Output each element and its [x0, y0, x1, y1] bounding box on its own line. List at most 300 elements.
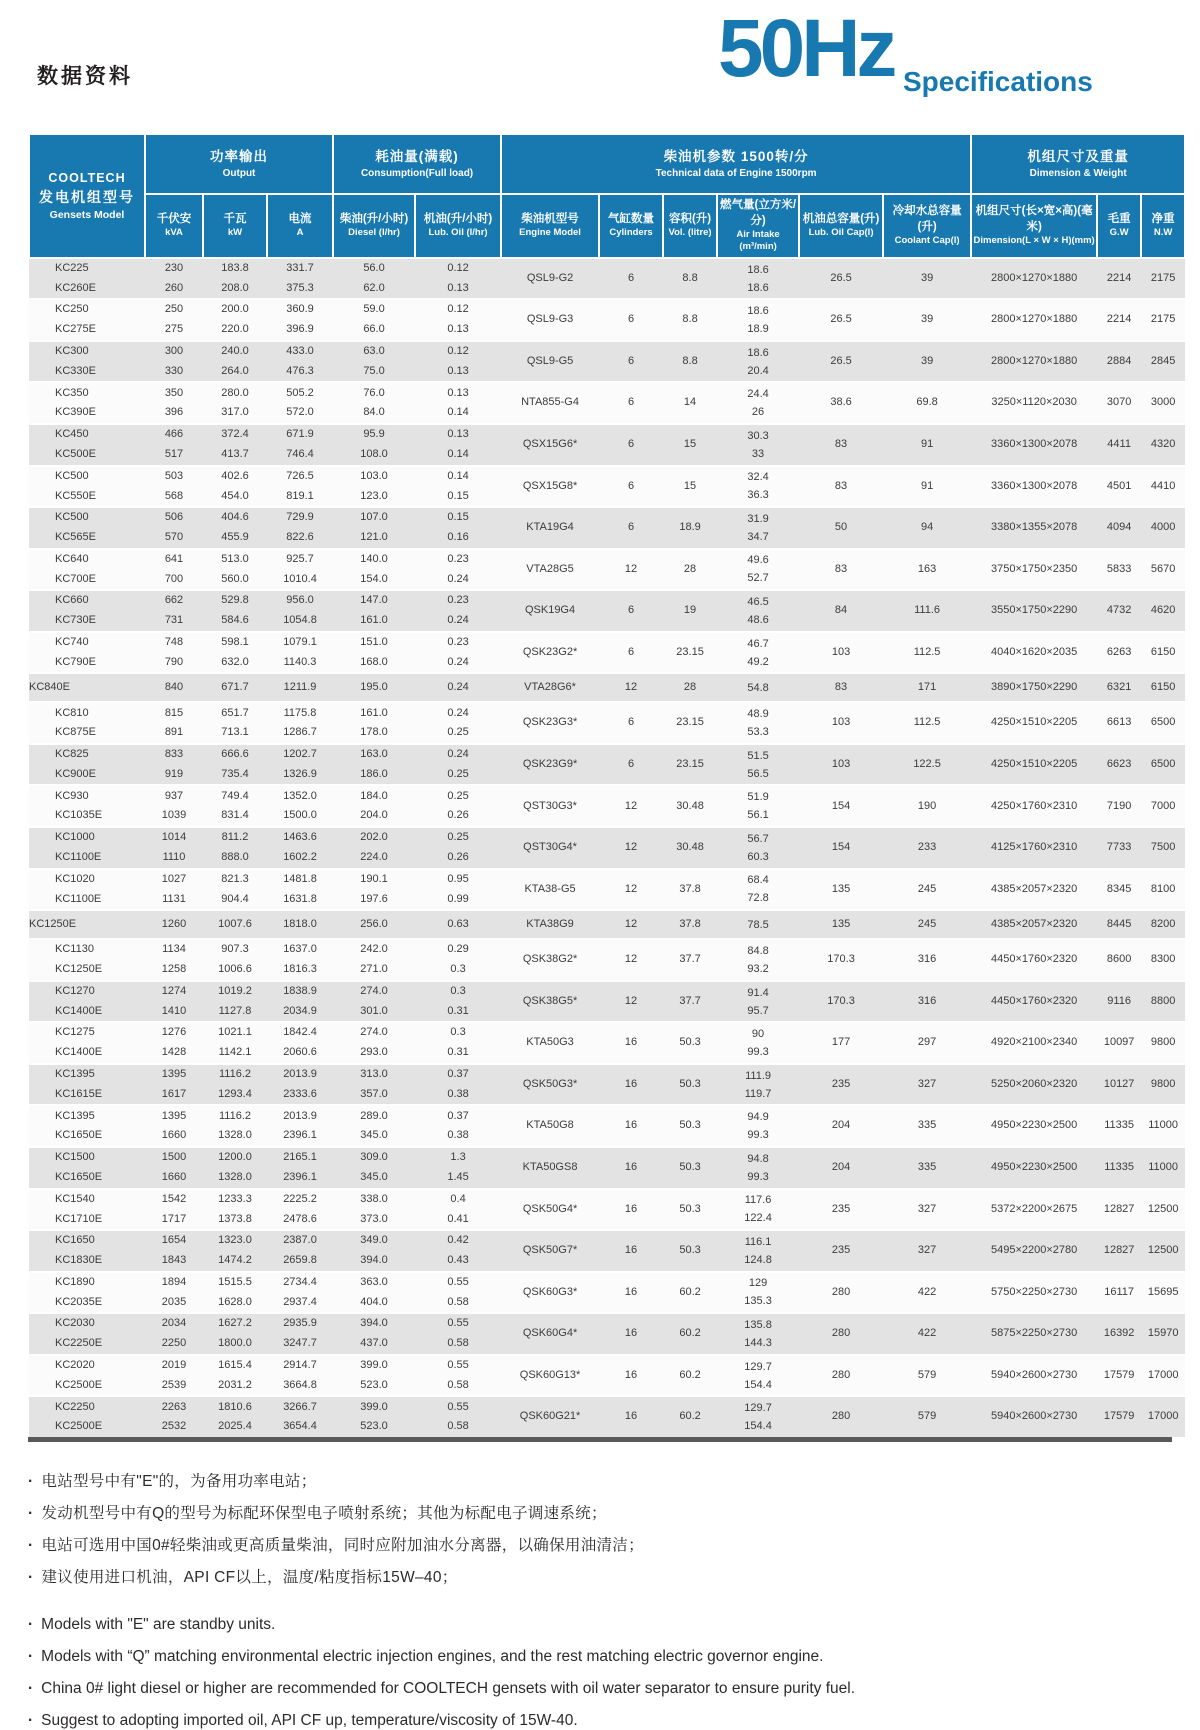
current-cell: 2935.9	[267, 1313, 333, 1334]
genset-model-cell: KC1650E	[29, 1126, 145, 1147]
air-intake-cell	[717, 258, 799, 300]
coolant-cap-cell: 163	[883, 549, 971, 591]
kva-cell: 1039	[145, 806, 203, 827]
lub-oil-cap-cell: 154	[799, 785, 883, 827]
genset-model-cell: KC330E	[29, 362, 145, 383]
volume-cell: 8.8	[663, 341, 717, 383]
genset-model-cell: KC1890	[29, 1272, 145, 1293]
kw-cell: 904.4	[203, 889, 267, 910]
diesel-cell: 140.0	[333, 549, 415, 570]
gross-weight-cell: 6321	[1097, 673, 1141, 702]
header-label-en: Engine Model	[519, 227, 581, 239]
engine-model-cell: QSK23G3*	[501, 702, 599, 744]
diesel-cell: 363.0	[333, 1272, 415, 1293]
frequency-heading: 50Hz	[718, 3, 894, 94]
air-intake-cell	[717, 1105, 799, 1147]
air-intake-value: 20.4	[747, 364, 769, 377]
air-intake-cell	[717, 981, 799, 1023]
kw-cell: 598.1	[203, 632, 267, 653]
net-weight-cell: 17000	[1141, 1396, 1185, 1437]
footnote-line	[28, 1504, 1172, 1523]
lub-oil-cell: 1.45	[415, 1168, 501, 1189]
kw-cell: 220.0	[203, 320, 267, 341]
cylinders-cell: 16	[599, 1396, 663, 1437]
kva-cell: 517	[145, 445, 203, 466]
lub-oil-cap-cell: 103	[799, 702, 883, 744]
lub-oil-cap-cell: 83	[799, 424, 883, 466]
kw-cell: 513.0	[203, 549, 267, 570]
header-label-en: Lub. Oil Cap(l)	[808, 227, 874, 239]
air-intake-value: 144.3	[744, 1337, 772, 1349]
genset-model-cell: KC1540	[29, 1189, 145, 1210]
cylinders-cell: 6	[599, 341, 663, 383]
current-cell: 1286.7	[267, 723, 333, 744]
diesel-cell: 103.0	[333, 466, 415, 487]
diesel-cell: 313.0	[333, 1064, 415, 1085]
engine-model-cell: VTA28G6*	[501, 673, 599, 702]
lub-oil-cap-cell: 235	[799, 1230, 883, 1272]
kva-cell: 1410	[145, 1002, 203, 1023]
current-cell: 1140.3	[267, 653, 333, 674]
kw-cell: 1142.1	[203, 1043, 267, 1064]
cylinders-cell: 12	[599, 981, 663, 1023]
lub-oil-cell: 0.37	[415, 1105, 501, 1126]
spec-table-wrapper	[28, 133, 1179, 1437]
header-label-en: kW	[227, 227, 243, 239]
kva-cell: 230	[145, 258, 203, 279]
coolant-cap-cell: 327	[883, 1064, 971, 1106]
kva-cell: 1500	[145, 1147, 203, 1168]
gross-weight-cell: 8345	[1097, 869, 1141, 911]
diesel-cell: 62.0	[333, 279, 415, 300]
current-cell: 1010.4	[267, 569, 333, 590]
gross-weight-cell: 16117	[1097, 1272, 1141, 1314]
diesel-cell: 373.0	[333, 1209, 415, 1230]
current-cell: 2333.6	[267, 1085, 333, 1106]
current-cell: 2013.9	[267, 1105, 333, 1126]
table-row	[29, 299, 1185, 320]
air-intake-value: 51.9	[747, 791, 769, 804]
volume-cell: 28	[663, 549, 717, 591]
net-weight-cell: 6150	[1141, 673, 1185, 702]
footnote-text: 电站型号中有"E"的，为备用功率电站；	[41, 1472, 317, 1490]
dimension-cell: 4950×2230×2500	[971, 1147, 1097, 1189]
kva-cell: 396	[145, 403, 203, 424]
kva-cell: 330	[145, 362, 203, 383]
current-cell: 2396.1	[267, 1126, 333, 1147]
air-intake-value: 135.3	[744, 1295, 772, 1308]
table-row	[29, 939, 1185, 960]
lub-oil-cell: 0.13	[415, 424, 501, 445]
lub-oil-cell: 0.14	[415, 466, 501, 487]
current-cell: 1352.0	[267, 785, 333, 806]
air-intake-cell	[717, 341, 799, 383]
dimension-cell: 3380×1355×2078	[971, 507, 1097, 549]
lub-oil-cap-cell: 38.6	[799, 382, 883, 424]
kw-cell: 2031.2	[203, 1376, 267, 1397]
kw-cell: 1328.0	[203, 1126, 267, 1147]
footnote-line	[28, 1647, 1172, 1666]
net-weight-cell: 7000	[1141, 785, 1185, 827]
kva-cell: 1258	[145, 960, 203, 981]
genset-model-cell: KC500E	[29, 445, 145, 466]
current-cell: 956.0	[267, 590, 333, 611]
kw-cell: 1323.0	[203, 1230, 267, 1251]
volume-cell: 18.9	[663, 507, 717, 549]
table-header-group-row	[29, 134, 1185, 194]
net-weight-cell: 8800	[1141, 981, 1185, 1023]
coolant-cap-cell: 111.6	[883, 590, 971, 632]
current-cell: 2387.0	[267, 1230, 333, 1251]
header-label-cn: 冷却水总容量(升)	[892, 205, 962, 233]
engine-model-cell: QSK38G2*	[501, 939, 599, 981]
air-intake-value: 54.8	[747, 681, 769, 694]
genset-model-cell: KC2250E	[29, 1334, 145, 1355]
lub-oil-cell: 0.55	[415, 1396, 501, 1417]
current-cell: 3266.7	[267, 1396, 333, 1417]
lub-oil-cell: 0.15	[415, 507, 501, 528]
kva-cell: 568	[145, 486, 203, 507]
cylinders-cell: 12	[599, 673, 663, 702]
lub-oil-cell: 0.58	[415, 1334, 501, 1355]
kw-cell: 1627.2	[203, 1313, 267, 1334]
header-label-en: Technical data of Engine 1500rpm	[655, 167, 817, 179]
table-header	[29, 134, 1185, 258]
lub-oil-cell: 0.24	[415, 653, 501, 674]
dimension-cell: 5940×2600×2730	[971, 1396, 1097, 1437]
air-intake-value: 49.2	[747, 655, 769, 668]
table-end-bar	[28, 1437, 1172, 1442]
kva-cell: 275	[145, 320, 203, 341]
air-intake-cell	[717, 702, 799, 744]
air-intake-value: 129	[748, 1277, 768, 1290]
lub-oil-cap-cell: 26.5	[799, 299, 883, 341]
engine-model-cell: QSK60G13*	[501, 1355, 599, 1397]
dimension-cell: 4450×1760×2320	[971, 981, 1097, 1023]
air-intake-value: 95.7	[747, 1004, 769, 1017]
header-label: Gensets Model	[49, 208, 125, 221]
diesel-cell: 437.0	[333, 1334, 415, 1355]
lub-oil-cell: 0.95	[415, 869, 501, 890]
gross-weight-cell: 6263	[1097, 632, 1141, 674]
diesel-cell: 163.0	[333, 744, 415, 765]
current-cell: 1481.8	[267, 869, 333, 890]
header-label-cn: 耗油量(满载)	[375, 149, 459, 165]
genset-model-cell: KC810	[29, 702, 145, 723]
air-intake-cell	[717, 744, 799, 786]
genset-model-cell: KC2250	[29, 1396, 145, 1417]
air-intake-cell	[717, 590, 799, 632]
engine-model-cell: QSK60G3*	[501, 1272, 599, 1314]
genset-model-cell: KC790E	[29, 653, 145, 674]
gross-weight-cell: 5833	[1097, 549, 1141, 591]
header-label-cn: 千伏安	[156, 212, 192, 225]
kva-cell: 662	[145, 590, 203, 611]
current-cell: 3664.8	[267, 1376, 333, 1397]
lub-oil-cell: 0.12	[415, 258, 501, 279]
dimension-cell: 5372×2200×2675	[971, 1189, 1097, 1231]
kva-cell: 350	[145, 382, 203, 403]
current-cell: 2225.2	[267, 1189, 333, 1210]
lub-oil-cell: 0.12	[415, 299, 501, 320]
coolant-cap-cell: 422	[883, 1313, 971, 1355]
bullet-dot: ·	[28, 1472, 34, 1490]
kw-cell: 240.0	[203, 341, 267, 362]
diesel-cell: 204.0	[333, 806, 415, 827]
kva-cell: 748	[145, 632, 203, 653]
current-cell: 2034.9	[267, 1002, 333, 1023]
genset-model-cell: KC1035E	[29, 806, 145, 827]
kw-cell: 402.6	[203, 466, 267, 487]
diesel-cell: 56.0	[333, 258, 415, 279]
lub-oil-cell: 0.24	[415, 611, 501, 632]
kva-cell: 1395	[145, 1105, 203, 1126]
genset-model-cell: KC2500E	[29, 1376, 145, 1397]
air-intake-value: 30.3	[747, 429, 769, 442]
column-header	[599, 194, 663, 258]
engine-model-cell: KTA38G9	[501, 910, 599, 939]
genset-model-cell: KC825	[29, 744, 145, 765]
air-intake-value: 53.3	[747, 726, 769, 739]
volume-cell: 60.2	[663, 1396, 717, 1437]
genset-model-cell: KC390E	[29, 403, 145, 424]
lub-oil-cap-cell: 83	[799, 549, 883, 591]
diesel-cell: 345.0	[333, 1168, 415, 1189]
header-label: COOLTECH	[48, 170, 126, 185]
current-cell: 1637.0	[267, 939, 333, 960]
cylinders-cell: 6	[599, 590, 663, 632]
diesel-cell: 293.0	[333, 1043, 415, 1064]
spec-table	[28, 133, 1186, 1437]
kva-cell: 2263	[145, 1396, 203, 1417]
diesel-cell: 178.0	[333, 723, 415, 744]
diesel-cell: 242.0	[333, 939, 415, 960]
lub-oil-cell: 0.13	[415, 382, 501, 403]
gross-weight-cell: 4501	[1097, 466, 1141, 508]
air-intake-value: 56.7	[747, 832, 769, 845]
cylinders-cell: 12	[599, 785, 663, 827]
column-header	[663, 194, 717, 258]
header-label-en: A	[296, 227, 304, 239]
net-weight-cell: 8100	[1141, 869, 1185, 911]
header-label-cn: 柴油机参数 1500转/分	[663, 149, 809, 165]
engine-model-cell: QSL9-G2	[501, 258, 599, 300]
genset-model-cell: KC225	[29, 258, 145, 279]
genset-model-cell: KC1020	[29, 869, 145, 890]
air-intake-cell	[717, 1396, 799, 1437]
diesel-cell: 76.0	[333, 382, 415, 403]
kw-cell: 821.3	[203, 869, 267, 890]
kva-cell: 2034	[145, 1313, 203, 1334]
lub-oil-cell: 0.55	[415, 1313, 501, 1334]
air-intake-value: 49.6	[747, 554, 769, 567]
header-label-en: Dimension & Weight	[1029, 167, 1127, 179]
current-cell: 2396.1	[267, 1168, 333, 1189]
air-intake-value: 99.3	[747, 1046, 769, 1059]
coolant-cap-cell: 297	[883, 1022, 971, 1064]
column-header	[333, 194, 415, 258]
air-intake-cell	[717, 910, 799, 939]
kw-cell: 632.0	[203, 653, 267, 674]
header-label-cn: 燃气量(立方米/分)	[720, 199, 797, 227]
air-intake-value: 18.9	[747, 323, 769, 336]
lub-oil-cell: 0.23	[415, 590, 501, 611]
diesel-cell: 154.0	[333, 569, 415, 590]
net-weight-cell: 4410	[1141, 466, 1185, 508]
current-cell: 2060.6	[267, 1043, 333, 1064]
air-intake-value: 18.6	[747, 346, 769, 359]
dimension-cell: 5495×2200×2780	[971, 1230, 1097, 1272]
footnote-text: 发动机型号中有Q的型号为标配环保型电子喷射系统；其他为标配电子调速系统；	[41, 1504, 607, 1522]
dimension-cell: 5875×2250×2730	[971, 1313, 1097, 1355]
lub-oil-cap-cell: 84	[799, 590, 883, 632]
kw-cell: 907.3	[203, 939, 267, 960]
coolant-cap-cell: 112.5	[883, 632, 971, 674]
coolant-cap-cell: 112.5	[883, 702, 971, 744]
volume-cell: 50.3	[663, 1105, 717, 1147]
air-intake-cell	[717, 424, 799, 466]
kw-cell: 404.6	[203, 507, 267, 528]
genset-model-cell: KC1615E	[29, 1085, 145, 1106]
kva-cell: 466	[145, 424, 203, 445]
net-weight-cell: 6500	[1141, 702, 1185, 744]
diesel-cell: 289.0	[333, 1105, 415, 1126]
coolant-cap-cell: 327	[883, 1230, 971, 1272]
air-intake-value: 91.4	[747, 986, 769, 999]
lub-oil-cell: 0.3	[415, 1022, 501, 1043]
kva-cell: 1027	[145, 869, 203, 890]
air-intake-value: 26	[751, 406, 765, 419]
table-row	[29, 702, 1185, 723]
diesel-cell: 168.0	[333, 653, 415, 674]
header-label-en: Output	[222, 167, 256, 179]
table-row	[29, 744, 1185, 765]
volume-cell: 37.7	[663, 939, 717, 981]
kw-cell: 1615.4	[203, 1355, 267, 1376]
volume-cell: 8.8	[663, 258, 717, 300]
lub-oil-cap-cell: 235	[799, 1189, 883, 1231]
volume-cell: 30.48	[663, 827, 717, 869]
dimension-cell: 2800×1270×1880	[971, 299, 1097, 341]
cylinders-cell: 16	[599, 1189, 663, 1231]
genset-model-cell: KC1650	[29, 1230, 145, 1251]
lub-oil-cap-cell: 154	[799, 827, 883, 869]
lub-oil-cell: 0.38	[415, 1126, 501, 1147]
lub-oil-cell: 0.55	[415, 1355, 501, 1376]
air-intake-cell	[717, 1230, 799, 1272]
net-weight-cell: 2175	[1141, 258, 1185, 300]
kw-cell: 811.2	[203, 827, 267, 848]
current-cell: 433.0	[267, 341, 333, 362]
lub-oil-cap-cell: 235	[799, 1064, 883, 1106]
diesel-cell: 345.0	[333, 1126, 415, 1147]
diesel-cell: 523.0	[333, 1376, 415, 1397]
gross-weight-cell: 4094	[1097, 507, 1141, 549]
net-weight-cell: 11000	[1141, 1147, 1185, 1189]
header-label-cn: 电流	[288, 212, 312, 225]
coolant-cap-cell: 39	[883, 299, 971, 341]
net-weight-cell: 9800	[1141, 1022, 1185, 1064]
table-row	[29, 1022, 1185, 1043]
net-weight-cell: 2845	[1141, 341, 1185, 383]
net-weight-cell: 11000	[1141, 1105, 1185, 1147]
kw-cell: 413.7	[203, 445, 267, 466]
footnote-text: 电站可选用中国0#轻柴油或更高质量柴油，同时应附加油水分离器，以确保用油清洁；	[41, 1536, 644, 1554]
kw-cell: 735.4	[203, 765, 267, 786]
gross-weight-cell: 11335	[1097, 1147, 1141, 1189]
kva-cell: 2035	[145, 1292, 203, 1313]
engine-model-cell: KTA50G8	[501, 1105, 599, 1147]
diesel-cell: 202.0	[333, 827, 415, 848]
lub-oil-cell: 0.4	[415, 1189, 501, 1210]
net-weight-cell: 4320	[1141, 424, 1185, 466]
header-label: 发电机组型号	[39, 188, 135, 205]
column-header	[1141, 194, 1185, 258]
net-weight-cell: 15695	[1141, 1272, 1185, 1314]
current-cell: 1326.9	[267, 765, 333, 786]
column-header	[501, 194, 599, 258]
kw-cell: 529.8	[203, 590, 267, 611]
current-cell: 3247.7	[267, 1334, 333, 1355]
column-header	[203, 194, 267, 258]
coolant-cap-cell: 316	[883, 939, 971, 981]
current-cell: 2937.4	[267, 1292, 333, 1313]
gross-weight-cell: 17579	[1097, 1355, 1141, 1397]
kw-cell: 1116.2	[203, 1105, 267, 1126]
column-header	[717, 194, 799, 258]
engine-model-cell: QSK50G3*	[501, 1064, 599, 1106]
genset-model-cell: KC500	[29, 507, 145, 528]
volume-cell: 37.8	[663, 910, 717, 939]
kw-cell: 666.6	[203, 744, 267, 765]
table-row	[29, 1272, 1185, 1293]
cylinders-cell: 16	[599, 1230, 663, 1272]
cylinders-cell: 16	[599, 1147, 663, 1189]
air-intake-value: 24.4	[747, 388, 769, 401]
cylinders-cell: 16	[599, 1272, 663, 1314]
diesel-cell: 271.0	[333, 960, 415, 981]
dimension-cell: 3360×1300×2078	[971, 424, 1097, 466]
lub-oil-cell: 0.29	[415, 939, 501, 960]
table-row	[29, 382, 1185, 403]
lub-oil-cap-cell: 83	[799, 466, 883, 508]
genset-model-cell: KC730E	[29, 611, 145, 632]
gross-weight-cell: 12827	[1097, 1189, 1141, 1231]
kva-cell: 1660	[145, 1168, 203, 1189]
net-weight-cell: 8200	[1141, 910, 1185, 939]
footnotes-chinese	[28, 1472, 1172, 1587]
current-cell: 925.7	[267, 549, 333, 570]
kva-cell: 503	[145, 466, 203, 487]
current-cell: 2914.7	[267, 1355, 333, 1376]
diesel-cell: 309.0	[333, 1147, 415, 1168]
dimension-cell: 5250×2060×2320	[971, 1064, 1097, 1106]
column-header	[971, 194, 1097, 258]
lub-oil-cap-cell: 204	[799, 1147, 883, 1189]
kva-cell: 1131	[145, 889, 203, 910]
lub-oil-cell: 0.41	[415, 1209, 501, 1230]
kva-cell: 1428	[145, 1043, 203, 1064]
air-intake-cell	[717, 1355, 799, 1397]
volume-cell: 60.2	[663, 1313, 717, 1355]
genset-model-cell: KC840E	[29, 673, 145, 702]
dimension-cell: 4920×2100×2340	[971, 1022, 1097, 1064]
kw-cell: 454.0	[203, 486, 267, 507]
header-label-en: Air Intake (m³/min)	[736, 229, 780, 253]
genset-model-cell: KC1650E	[29, 1168, 145, 1189]
diesel-cell: 161.0	[333, 611, 415, 632]
current-cell: 822.6	[267, 528, 333, 549]
